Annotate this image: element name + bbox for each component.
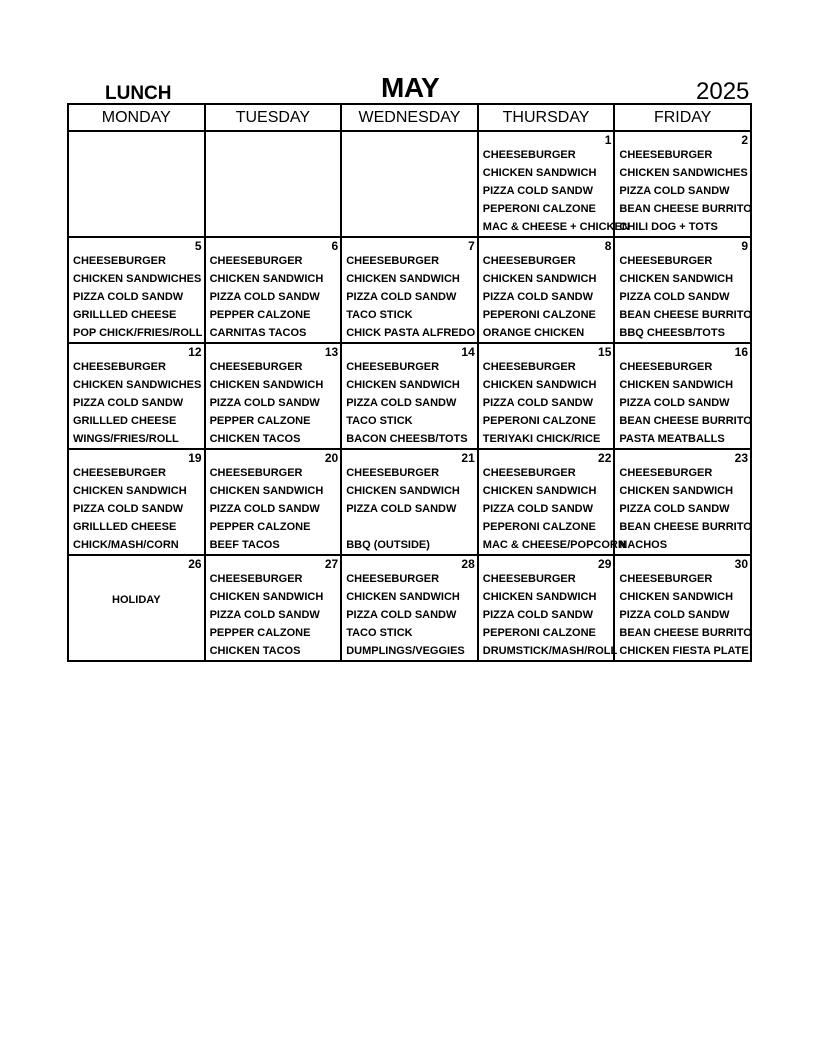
menu-item: PIZZA COLD SANDW (73, 503, 184, 515)
menu-item: CHEESEBURGER (619, 361, 713, 373)
menu-item: BEEF TACOS (209, 539, 280, 551)
day-cell (478, 131, 630, 237)
menu-label: LUNCH (105, 83, 172, 104)
menu-item: BEAN CHEESE BURRITO (619, 627, 752, 639)
menu-item: PIZZA COLD SANDW (209, 291, 320, 303)
menu-item: TACO STICK (346, 415, 413, 427)
menu-items (346, 360, 477, 447)
menu-item: BEAN CHEESE BURRITO (619, 415, 752, 427)
menu-item: CHEESEBURGER (73, 361, 166, 373)
year-label: 2025 (696, 78, 750, 105)
menu-item: GRILLLED CHEESE (73, 415, 177, 427)
menu-item: PIZZA COLD SANDW (346, 609, 457, 621)
menu-item: CHICK PASTA ALFREDO (346, 327, 476, 339)
menu-item: PIZZA COLD SANDW (346, 397, 457, 409)
weekday-header: MONDAY (68, 104, 205, 131)
day-number: 12 (188, 345, 202, 359)
week-row (68, 343, 751, 449)
menu-items (483, 360, 614, 447)
menu-item: CHILI DOG + TOTS (619, 221, 718, 233)
menu-items (73, 466, 204, 553)
menu-item: GRILLLED CHEESE (73, 309, 177, 321)
day-number: 14 (461, 345, 475, 359)
menu-items (73, 254, 204, 341)
menu-item: BEAN CHEESE BURRITO (619, 521, 752, 533)
menu-item: CHEESEBURGER (619, 149, 713, 161)
menu-item: CHICKEN SANDWICH (346, 379, 460, 391)
menu-item: POP CHICK/FRIES/ROLL (73, 327, 203, 339)
menu-items (619, 572, 750, 659)
menu-item: TACO STICK (346, 627, 413, 639)
day-number: 20 (324, 451, 339, 465)
menu-item: CHICKEN SANDWICH (209, 379, 324, 391)
menu-item: CHICKEN FIESTA PLATE (619, 645, 749, 657)
day-number: 9 (741, 239, 748, 253)
menu-items (346, 254, 477, 341)
weekday-header: THURSDAY (478, 104, 615, 131)
menu-item: PIZZA COLD SANDW (482, 291, 593, 303)
menu-item: PIZZA COLD SANDW (346, 291, 457, 303)
day-cell (205, 237, 342, 343)
menu-item: CHEESEBURGER (619, 255, 713, 267)
day-number: 29 (598, 557, 612, 571)
day-cell (614, 555, 751, 661)
day-number: 8 (604, 239, 612, 253)
menu-item: PIZZA COLD SANDW (482, 397, 593, 409)
holiday-label: HOLIDAY (112, 594, 161, 606)
menu-item: PEPPER CALZONE (209, 309, 311, 321)
menu-item: CHEESEBURGER (482, 149, 576, 161)
menu-item: CHICKEN SANDWICH (619, 485, 734, 497)
menu-item: CHEESEBURGER (482, 573, 576, 585)
day-number: 27 (324, 557, 339, 571)
menu-item: CHICKEN SANDWICH (209, 273, 324, 285)
menu-item: PIZZA COLD SANDW (346, 503, 457, 515)
menu-items (619, 466, 750, 553)
day-cell (341, 449, 478, 555)
menu-item: CHICKEN SANDWICH (482, 379, 597, 391)
day-cell (341, 343, 478, 449)
day-number: 16 (734, 345, 748, 359)
menu-items (483, 254, 614, 341)
menu-item: MAC & CHEESE + CHICKEN (482, 221, 630, 233)
menu-item: PEPERONI CALZONE (482, 627, 596, 639)
menu-item: CHICKEN SANDWICHES (73, 273, 202, 285)
menu-item: CHICKEN TACOS (209, 433, 301, 445)
menu-item: CHICKEN SANDWICH (346, 485, 460, 497)
menu-item: PIZZA COLD SANDW (209, 503, 320, 515)
day-cell (614, 237, 751, 343)
day-cell (341, 237, 478, 343)
weekday-header: FRIDAY (614, 104, 751, 131)
day-cell (68, 343, 205, 449)
menu-items (210, 254, 341, 341)
menu-item: PEPERONI CALZONE (482, 521, 596, 533)
day-number: 26 (188, 557, 202, 571)
menu-item: CHEESEBURGER (482, 255, 576, 267)
menu-item: CHICKEN SANDWICH (346, 591, 460, 603)
menu-item: PIZZA COLD SANDW (209, 397, 320, 409)
menu-item: CHICKEN SANDWICH (619, 273, 734, 285)
menu-items (346, 466, 477, 553)
week-row (68, 555, 751, 661)
menu-item: PIZZA COLD SANDW (619, 609, 730, 621)
day-cell (68, 131, 205, 237)
menu-item: DRUMSTICK/MASH/ROLL (482, 645, 618, 657)
day-cell (478, 343, 615, 449)
menu-items (482, 466, 626, 553)
menu-item: BBQ (OUTSIDE) (346, 539, 430, 551)
calendar-body (68, 131, 751, 661)
menu-item: GRILLLED CHEESE (73, 521, 177, 533)
menu-item: WINGS/FRIES/ROLL (73, 433, 179, 445)
menu-item: PIZZA COLD SANDW (619, 185, 730, 197)
menu-item: CHICK/MASH/CORN (73, 539, 179, 551)
menu-item: CHEESEBURGER (73, 467, 166, 479)
menu-item: CHEESEBURGER (482, 467, 576, 479)
menu-item: PIZZA COLD SANDW (482, 185, 593, 197)
day-cell (341, 131, 478, 237)
day-cell (478, 555, 618, 661)
menu-item: CHEESEBURGER (209, 255, 303, 267)
day-number: 15 (598, 345, 612, 359)
menu-items (619, 360, 750, 447)
menu-items (210, 572, 341, 659)
week-row (68, 449, 751, 555)
menu-item: PEPERONI CALZONE (482, 309, 596, 321)
week-row (68, 237, 751, 343)
menu-item: PIZZA COLD SANDW (209, 609, 320, 621)
menu-items (210, 360, 341, 447)
day-number: 28 (461, 557, 475, 571)
menu-items (619, 148, 750, 235)
day-number: 21 (461, 451, 475, 465)
day-cell (614, 343, 751, 449)
menu-items (482, 572, 618, 659)
menu-item: PIZZA COLD SANDW (73, 291, 184, 303)
menu-item: PIZZA COLD SANDW (619, 291, 730, 303)
day-cell (68, 449, 205, 555)
day-number: 13 (324, 345, 339, 359)
menu-items (619, 254, 750, 341)
menu-item: CHEESEBURGER (346, 467, 440, 479)
menu-item: PEPPER CALZONE (209, 521, 311, 533)
day-cell (614, 131, 751, 237)
menu-item: CHEESEBURGER (619, 467, 713, 479)
menu-item: CHEESEBURGER (209, 573, 303, 585)
menu-item: CHICKEN TACOS (209, 645, 301, 657)
day-cell (205, 555, 342, 661)
day-cell (614, 449, 751, 555)
weekday-header: TUESDAY (205, 104, 342, 131)
day-cell (478, 237, 615, 343)
menu-item: CHEESEBURGER (346, 255, 440, 267)
menu-item (346, 520, 477, 535)
menu-item: CHICKEN SANDWICH (209, 485, 324, 497)
day-cell (68, 237, 205, 343)
day-cell (205, 343, 342, 449)
menu-item: MAC & CHEESE/POPCORN (482, 539, 626, 551)
menu-item: CHEESEBURGER (619, 573, 713, 585)
day-number: 19 (188, 451, 202, 465)
day-cell (341, 555, 478, 661)
weekday-header-row (68, 104, 751, 131)
menu-item: CHICKEN SANDWICH (346, 273, 460, 285)
menu-item: PASTA MEATBALLS (619, 433, 725, 445)
menu-item: BACON CHEESB/TOTS (346, 433, 468, 445)
menu-item: PIZZA COLD SANDW (73, 397, 184, 409)
menu-item: TACO STICK (346, 309, 413, 321)
menu-item: PIZZA COLD SANDW (619, 397, 730, 409)
menu-item: CHICKEN SANDWICH (209, 591, 324, 603)
menu-item: CHEESEBURGER (209, 467, 303, 479)
menu-item: BEAN CHEESE BURRITO (619, 203, 752, 215)
menu-item: CHICKEN SANDWICH (619, 591, 734, 603)
menu-item: PIZZA COLD SANDW (482, 503, 593, 515)
menu-item: CARNITAS TACOS (209, 327, 307, 339)
menu-item: PEPPER CALZONE (209, 415, 311, 427)
day-number: 23 (734, 451, 748, 465)
menu-item: NACHOS (619, 539, 668, 551)
menu-item: TERIYAKI CHICK/RICE (482, 433, 601, 445)
month-title: MAY (381, 72, 440, 103)
menu-item: CHEESEBURGER (482, 361, 576, 373)
menu-item: CHEESEBURGER (209, 361, 303, 373)
menu-item: CHICKEN SANDWICH (482, 485, 597, 497)
day-cell (205, 131, 342, 237)
menu-item: CHEESEBURGER (346, 361, 440, 373)
menu-items (482, 148, 630, 235)
menu-item: PEPERONI CALZONE (482, 203, 596, 215)
day-number: 30 (734, 557, 748, 571)
week-row (68, 131, 751, 237)
day-number: 7 (468, 239, 475, 253)
menu-items (346, 572, 477, 659)
menu-item: PIZZA COLD SANDW (619, 503, 730, 515)
day-number: 22 (598, 451, 612, 465)
weekday-header: WEDNESDAY (341, 104, 478, 131)
day-cell (478, 449, 626, 555)
day-number: 6 (331, 239, 339, 253)
day-number: 5 (194, 239, 202, 253)
menu-item: CHICKEN SANDWICH (619, 379, 734, 391)
menu-item: CHICKEN SANDWICH (482, 591, 597, 603)
menu-item: PEPPER CALZONE (209, 627, 311, 639)
menu-item: CHEESEBURGER (346, 573, 440, 585)
menu-item: CHICKEN SANDWICHES (73, 379, 202, 391)
menu-item: CHICKEN SANDWICHES (619, 167, 748, 179)
menu-item: CHICKEN SANDWICH (482, 273, 597, 285)
menu-item: PEPERONI CALZONE (482, 415, 596, 427)
menu-item: BEAN CHEESE BURRITO (619, 309, 752, 321)
menu-item: ORANGE CHICKEN (482, 327, 585, 339)
menu-items (210, 466, 341, 553)
lunch-calendar (67, 103, 752, 662)
day-cell (68, 555, 205, 661)
menu-item: BBQ CHEESB/TOTS (619, 327, 725, 339)
menu-item: DUMPLINGS/VEGGIES (346, 645, 465, 657)
menu-item: PIZZA COLD SANDW (482, 609, 593, 621)
menu-items (73, 360, 204, 447)
day-cell (205, 449, 342, 555)
day-number: 1 (604, 133, 612, 147)
day-number: 2 (741, 133, 748, 147)
menu-item: CHEESEBURGER (73, 255, 166, 267)
menu-item: CHICKEN SANDWICH (73, 485, 187, 497)
menu-item: CHICKEN SANDWICH (482, 167, 597, 179)
